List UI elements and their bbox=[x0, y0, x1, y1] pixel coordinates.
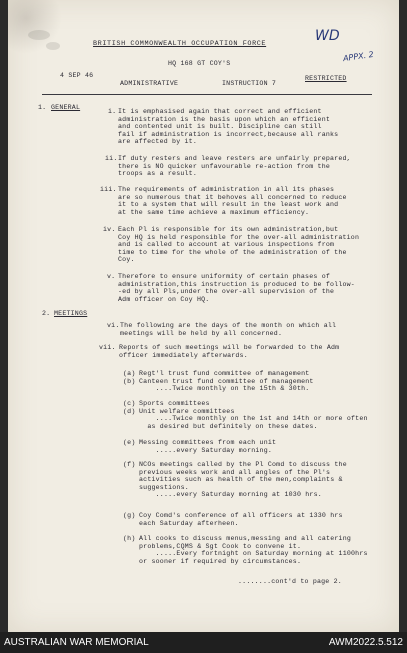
meeting-letter: (g) bbox=[123, 512, 136, 519]
meeting-letter: (f) bbox=[123, 461, 136, 468]
meeting-letter: (e) bbox=[123, 439, 136, 446]
meeting-item: Sports committees Unit welfare committees ....Twice monthly on the 1st and 14th or more often as desired but definitely on these dates. bbox=[139, 400, 368, 430]
meeting-letter: (a) (b) bbox=[123, 370, 136, 385]
instruction-number: INSTRUCTION 7 bbox=[222, 80, 277, 87]
para-text: The requirements of administration in all its phases are so numerous that it behoves all concerned to reduce it to a system that will result in the least work and at the same time achieve a maximum efficiency. bbox=[118, 186, 347, 216]
document-page bbox=[8, 0, 399, 632]
hq-line: HQ 168 GT COY'S bbox=[168, 60, 231, 67]
para-text: The following are the days of the month on which all meetings will be held by all concerned. bbox=[120, 322, 337, 337]
para-text: Reports of such meetings will be forwarded to the Adm officer immediately afterwards. bbox=[119, 344, 340, 359]
handwritten-code: WD bbox=[315, 28, 340, 44]
meeting-letter: (h) bbox=[123, 535, 136, 542]
para-number: vi. bbox=[107, 322, 120, 329]
para-number: ii. bbox=[105, 155, 118, 162]
section-title: MEETINGS bbox=[54, 310, 88, 317]
para-text: If duty resters and leave resters are unfairly prepared, there is NO quicker unfavourable re-action from the troops as a result. bbox=[118, 155, 351, 178]
para-number: v. bbox=[107, 273, 116, 280]
accession-number: AWM2022.5.512 bbox=[328, 637, 403, 648]
para-number: i. bbox=[108, 108, 117, 115]
section-title: GENERAL bbox=[51, 104, 81, 111]
meeting-letter: (c) (d) bbox=[123, 400, 136, 415]
para-number: iii. bbox=[100, 186, 117, 193]
meeting-item: Coy Comd's conference of all officers at 1330 hrs each Saturday afterheen. bbox=[139, 512, 343, 527]
smudge-mark bbox=[28, 30, 50, 40]
document-date: 4 SEP 46 bbox=[60, 72, 94, 79]
section-number: 2. bbox=[42, 310, 51, 317]
meeting-item: NCOs meetings called by the Pl Comd to discuss the previous weeks work and all angles of the Pl's activities such as health of the men,complaints & suggestions. .....every Saturday morning at 1030 hrs. bbox=[139, 461, 347, 499]
continued-note: ........cont'd to page 2. bbox=[238, 578, 342, 585]
meeting-item: Messing committees from each unit .....every Saturday morning. bbox=[139, 439, 277, 454]
classification-stamp: RESTRICTED bbox=[305, 75, 347, 82]
para-text: Therefore to ensure uniformity of certain phases of administration,this instruction is produced to be follow- -ed by all Pls,under the over-all supervision of the Adm officer on Coy HQ. bbox=[118, 273, 355, 303]
org-heading: BRITISH COMMONWEALTH OCCUPATION FORCE bbox=[93, 40, 267, 48]
para-number: vii. bbox=[99, 344, 116, 351]
header-rule bbox=[42, 94, 372, 95]
para-text: Each Pl is responsible for its own administration,but Coy HQ is held responsible for the over-all administration and is called to account at various inspections from time to time for the whole of the administration of the Coy. bbox=[118, 226, 360, 264]
institution-credit: AUSTRALIAN WAR MEMORIAL bbox=[4, 637, 149, 648]
handwritten-appendix: APPX. 2 bbox=[342, 49, 375, 64]
credit-bar bbox=[0, 632, 407, 653]
section-number: 1. bbox=[38, 104, 47, 111]
admin-label: ADMINISTRATIVE bbox=[120, 80, 179, 87]
para-number: iv. bbox=[103, 226, 116, 233]
smudge-mark bbox=[46, 42, 60, 50]
meeting-item: All cooks to discuss menus,messing and all catering problems,CQMS & Sgt Cook to convene it. .....Every fortnight on Saturday morning at 1100hrs or sooner if required by circumstances. bbox=[139, 535, 368, 565]
para-text: It is emphasised again that correct and efficient administration is the basis upon which an efficient and contented unit is built. Discipline can still fail if administration is incorrect,because all ranks are affected by it. bbox=[118, 108, 339, 146]
meeting-item: Regt'l trust fund committee of management Canteen trust fund committee of management ....Twice monthly on the 15th & 30th. bbox=[139, 370, 314, 393]
